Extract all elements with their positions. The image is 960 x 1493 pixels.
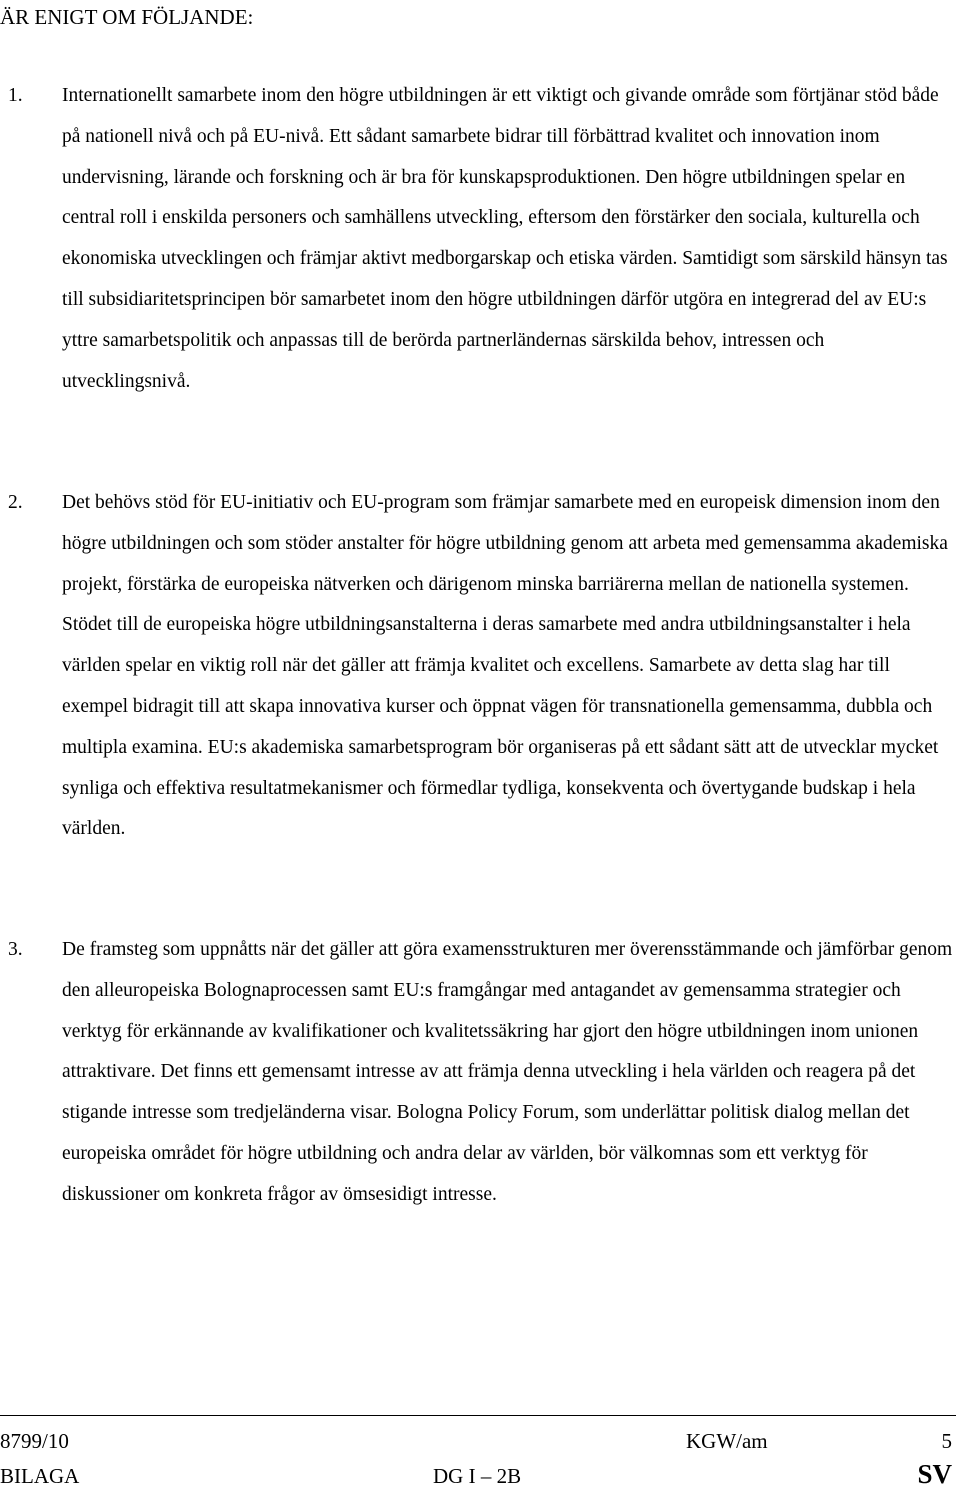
list-item-3 [0, 930, 956, 1216]
item-number: 2. [8, 492, 23, 513]
footer-divider [0, 1415, 956, 1416]
item-number: 1. [8, 85, 23, 106]
list-item-2 [0, 483, 956, 850]
page-number: 5 [941, 1429, 952, 1453]
item-number: 3. [8, 939, 23, 960]
item-text: Det behövs stöd för EU-initiativ och EU-program som främjar samarbete med en europeisk dimension inom den högre utbildningen och som stöder anstalter för högre utbildning genom att arbeta med gemensamma akademiska projekt, förstärka de europeiska nätverken och därigenom minska barriärerna mellan de nationella systemen. Stödet till de europeiska högre utbildningsanstalterna i deras samarbete med andra utbildningsanstalter i hela världen spelar en viktig roll när det gäller att främja kvalitet och excellens. Samarbete av detta slag har till exempel bidragit till att skapa innovativa kurser och öppnat vägen för transnationella gemensamma, dubbla och multipla examina. EU:s akademiska samarbetsprogram bör organiseras på ett sådant sätt att de utvecklar mycket synliga och effektiva resultatmekanismer och förmedlar tydliga, konsekventa och övertygande budskap i hela världen. [62, 492, 948, 840]
annex-label: BILAGA [0, 1464, 80, 1488]
item-text: De framsteg som uppnåtts när det gäller att göra examensstrukturen mer överensstämmande och jämförbar genom den alleuropeiska Bolognaprocessen samt EU:s framgångar med antagandet av gemensamma strategier och verktyg för erkännande av kvalifikationer och kvalitetssäkring har gjort den högre utbildningen inom unionen attraktivare. Det finns ett gemensamt intresse av att främja denna utveckling i hela världen och reagera på det stigande intresse som tredjeländerna visar. Bologna Policy Forum, som underlättar politisk dialog mellan det europeiska området för högre utbildning och andra delar av världen, bör välkomnas som ett verktyg för diskussioner om konkreta frågor av ömsesidigt intresse. [62, 939, 953, 1205]
footer-row-top [0, 1427, 956, 1457]
directorate-code: DG I – 2B [433, 1464, 522, 1488]
doc-number: 8799/10 [0, 1429, 69, 1453]
list-item-1 [0, 76, 956, 402]
section-heading: ÄR ENIGT OM FÖLJANDE: [0, 5, 254, 29]
item-text: Internationellt samarbete inom den högre utbildningen är ett viktigt och givande område som förtjänar stöd både på nationell nivå och på EU-nivå. Ett sådant samarbete bidrar till förbättrad kvalitet och innovation inom undervisning, lärande och forskning och är bra för kunskapsproduktionen. Den högre utbildningen spelar en central roll i enskilda personers och samhällens utveckling, eftersom den förstärker den sociala, kulturella och ekonomiska utvecklingen och främjar aktivt medborgarskap och etiska värden. Samtidigt som särskild hänsyn tas till subsidiaritetsprincipen bör samarbetet inom den högre utbildningen därför utgöra en integrerad del av EU:s yttre samarbetspolitik och anpassas till de berörda partnerländernas särskilda behov, intressen och utvecklingsnivå. [62, 85, 948, 392]
footer-row-bottom [0, 1459, 956, 1492]
language-code: SV [917, 1459, 952, 1489]
author-code: KGW/am [686, 1429, 768, 1453]
